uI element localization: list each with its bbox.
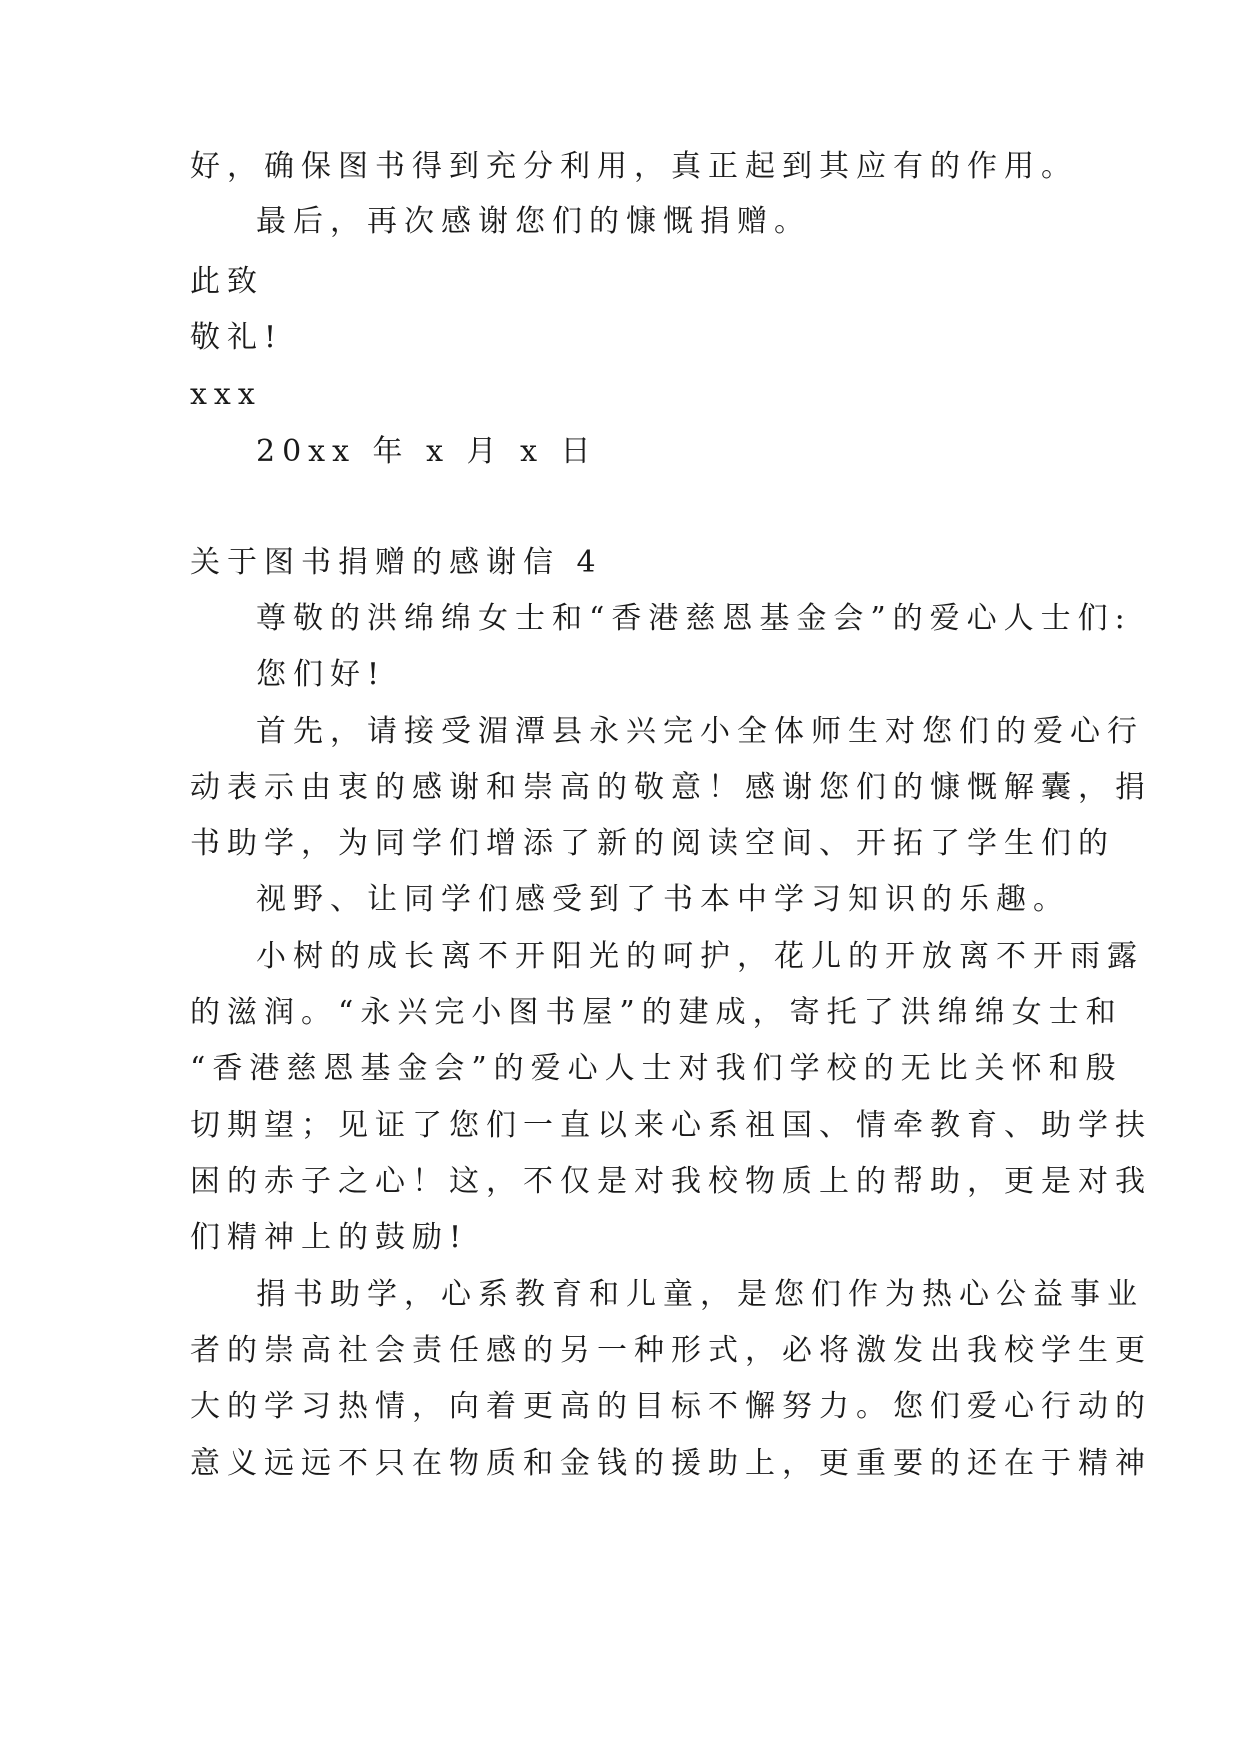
- date-line: 20xx 年 x 月 x 日: [256, 434, 598, 469]
- body-line: 首先，请接受湄潭县永兴完小全体师生对您们的爱心行: [256, 714, 1144, 749]
- body-line: 意义远远不只在物质和金钱的援助上，更重要的还在于精神: [190, 1446, 1152, 1481]
- body-line: 们精神上的鼓励!: [190, 1220, 469, 1255]
- body-line: 书助学，为同学们增添了新的阅读空间、开拓了学生们的: [190, 826, 1115, 861]
- letter-title: 关于图书捐赠的感谢信 4: [190, 545, 603, 580]
- body-line: “香港慈恩基金会”的爱心人士对我们学校的无比关怀和殷: [190, 1051, 1123, 1086]
- regards-line: 敬礼!: [190, 320, 284, 355]
- body-line: 切期望；见证了您们一直以来心系祖国、情牵教育、助学扶: [190, 1108, 1152, 1143]
- salutation-line: 此致: [190, 264, 264, 299]
- closing-thanks-line: 最后，再次感谢您们的慷慨捐赠。: [256, 204, 811, 239]
- closing-text-line: 好，确保图书得到充分利用，真正起到其应有的作用。: [190, 149, 1078, 184]
- body-line: 小树的成长离不开阳光的呵护，花儿的开放离不开雨露: [256, 939, 1144, 974]
- letter-opening: 您们好!: [256, 657, 387, 692]
- body-line: 捐书助学，心系教育和儿童，是您们作为热心公益事业: [256, 1277, 1144, 1312]
- letter-greeting: 尊敬的洪绵绵女士和“香港慈恩基金会”的爱心人士们:: [256, 601, 1132, 636]
- body-line: 者的崇高社会责任感的另一种形式，必将激发出我校学生更: [190, 1333, 1152, 1368]
- body-line: 动表示由衷的感谢和崇高的敬意！感谢您们的慷慨解囊，捐: [190, 770, 1152, 805]
- body-line: 大的学习热情，向着更高的目标不懈努力。您们爱心行动的: [190, 1389, 1152, 1424]
- body-line: 的滋润。“永兴完小图书屋”的建成，寄托了洪绵绵女士和: [190, 995, 1123, 1030]
- body-line: 视野、让同学们感受到了书本中学习知识的乐趣。: [256, 882, 1070, 917]
- body-line: 困的赤子之心！这，不仅是对我校物质上的帮助，更是对我: [190, 1164, 1152, 1199]
- signature-line: xxx: [190, 377, 262, 412]
